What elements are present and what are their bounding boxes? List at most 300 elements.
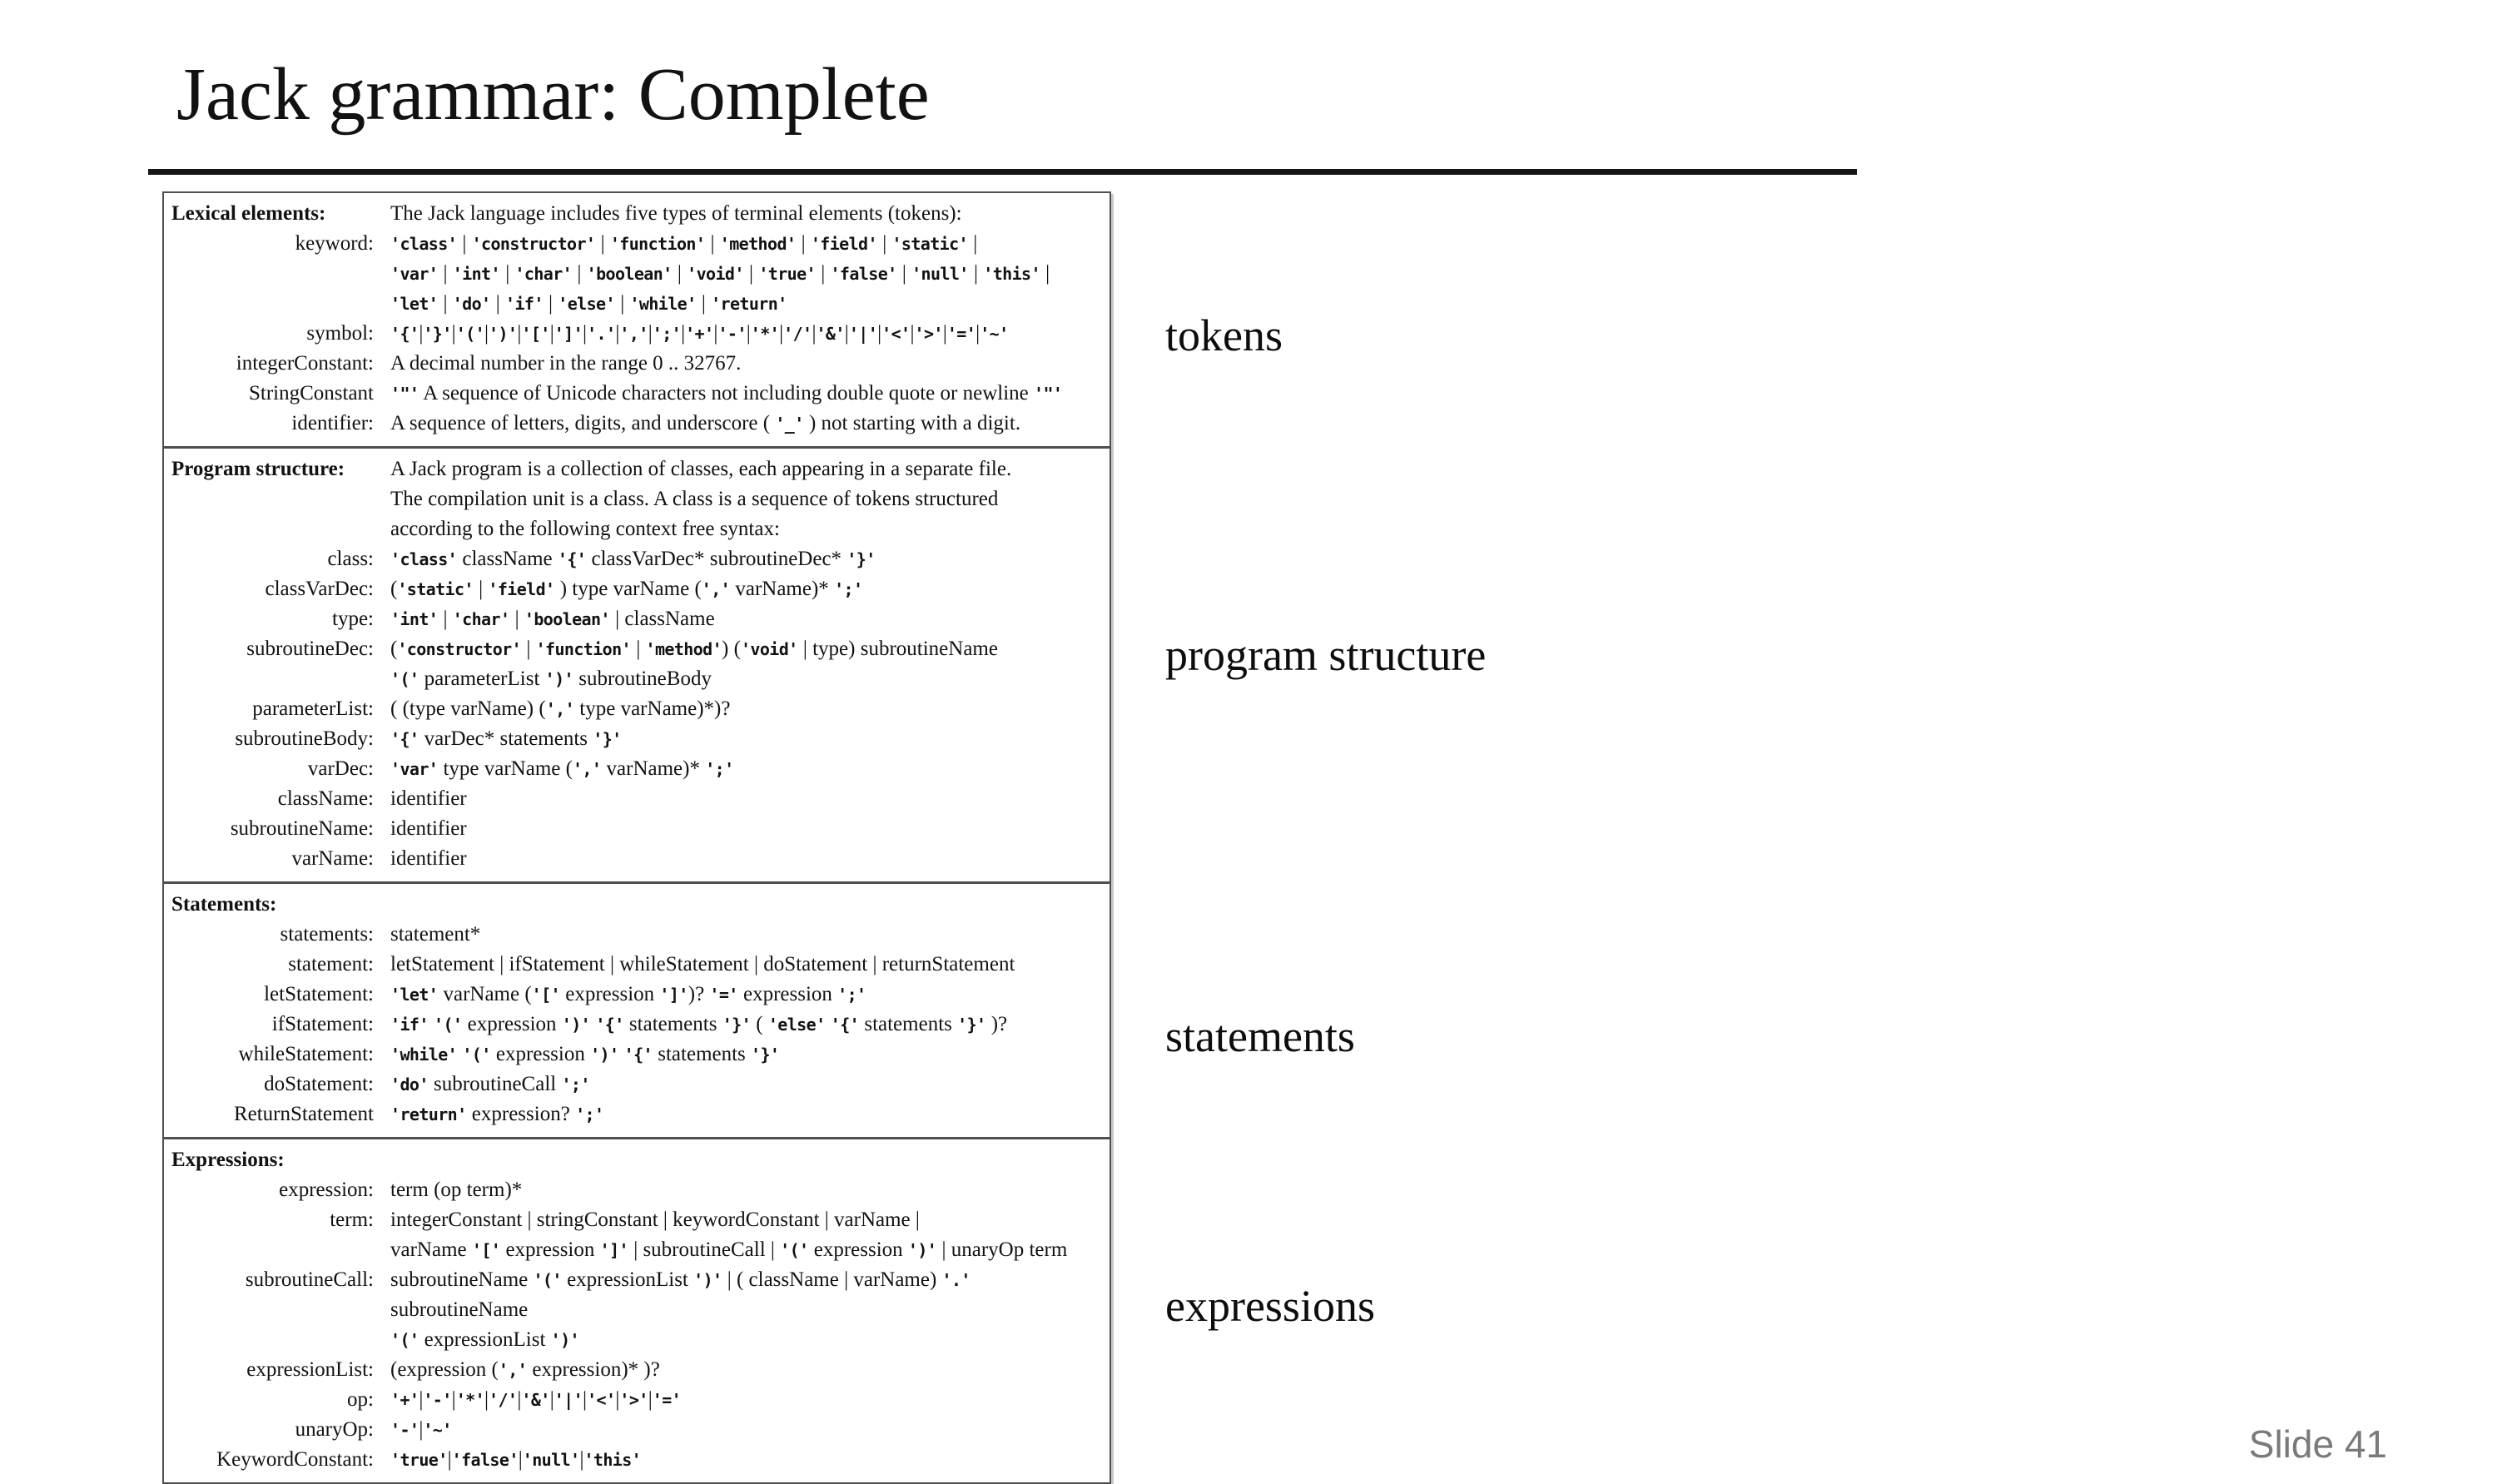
terminal-token: 'constructor' [471,234,596,254]
rule-definition [390,1265,1110,1355]
rule-definition [390,1355,1110,1385]
terminal-token: 'this' [983,264,1040,284]
definition-line [390,920,1106,950]
terminal-token: '(' [390,669,419,689]
rule-definition [390,544,1110,574]
grammar-text: | [572,262,587,285]
grammar-text: | [877,322,882,345]
section-note [390,199,1110,229]
grammar-text: | subroutineCall | [628,1238,781,1261]
definition-line [390,950,1106,980]
rule-definition [390,379,1110,409]
grammar-text: subroutineCall [428,1073,562,1095]
grammar-rule-row [164,1355,1110,1385]
terminal-token: '"' [1034,384,1063,404]
definition-line [390,784,1106,814]
rule-definition [390,634,1110,694]
grammar-text: | [543,292,558,315]
grammar-text: expression [737,983,838,1005]
terminal-token: 'method' [719,234,797,254]
grammar-table [162,191,1111,1484]
terminal-token: 'var' [390,264,439,284]
grammar-rule-row [164,754,1110,784]
terminal-token: '(' [390,1330,419,1350]
grammar-text: | [549,322,554,345]
terminal-token: '>' [619,1390,648,1410]
section-header: Program structure: [171,458,345,480]
rule-definition [390,1099,1110,1129]
rule-label: identifier: [291,412,374,434]
grammar-text: expression [462,1013,562,1035]
rule-label: statements: [280,923,374,945]
terminal-token: 'method' [645,639,722,659]
terminal-token: 'else' [558,294,615,314]
definition-line [390,724,1106,754]
rule-label: term: [330,1209,374,1231]
terminal-token: 'boolean' [524,609,610,629]
grammar-text: | [812,322,817,345]
terminal-token: '}' [423,324,452,344]
rule-definition [390,1205,1110,1265]
rule-definition [390,1445,1110,1475]
grammar-text: )? [688,983,710,1005]
rule-label: statement: [288,953,374,975]
terminal-token: 'function' [535,639,631,659]
grammar-text: | [779,322,784,345]
grammar-text: | [615,322,620,345]
rule-definition [390,604,1110,634]
terminal-token: '_' [775,414,804,434]
grammar-text: )? [985,1013,1008,1035]
grammar-text: ) type varName ( [554,578,702,600]
terminal-token: '{' [390,729,419,749]
grammar-rule-row [164,694,1110,724]
grammar-rule-row [164,920,1110,950]
terminal-token: '&' [521,1390,550,1410]
grammar-text: | [473,578,489,600]
rule-definition [390,844,1110,874]
definition-line [390,694,1106,724]
terminal-token: '-' [717,324,747,344]
terminal-token: 'null' [911,264,969,284]
terminal-token: 'if' [505,294,544,314]
terminal-token: '~' [980,324,1009,344]
rule-definition [390,1040,1110,1070]
terminal-token: 'int' [452,264,500,284]
terminal-token: 'return' [711,294,787,314]
rule-label: ReturnStatement [233,1103,374,1125]
grammar-text: | [517,322,522,345]
grammar-rule-row [164,1099,1110,1129]
grammar-text: integerConstant | stringConstant | keywordConstant | varName | [390,1209,920,1231]
terminal-token: 'char' [514,264,573,284]
terminal-token: ';' [575,1104,604,1124]
grammar-text: | [844,322,849,345]
rule-label: type: [332,608,374,630]
terminal-token: '+' [685,324,714,344]
terminal-token: '{' [830,1015,860,1035]
section-header: Lexical elements: [171,202,326,225]
grammar-text: ( [751,1013,768,1035]
grammar-text: | [499,262,515,285]
rule-definition [390,1070,1110,1099]
rule-definition [390,950,1110,980]
grammar-text: | [614,292,630,315]
definition-line [390,1445,1106,1475]
rule-label: integerConstant: [236,352,374,375]
terminal-token: '}' [722,1015,752,1035]
grammar-text: | type) subroutineName [797,638,998,660]
terminal-token: ',' [498,1360,528,1380]
rule-label: subroutineName: [230,817,374,840]
grammar-text: | [815,262,831,285]
terminal-token: 'int' [390,609,439,629]
rule-definition [390,920,1110,950]
grammar-rule-row [164,604,1110,634]
terminal-token: ')' [544,669,573,689]
grammar-text: expressionList [561,1268,694,1291]
terminal-token: 'constructor' [397,639,522,659]
side-label-tokens: tokens [1165,310,1283,360]
definition-line [390,1040,1106,1070]
terminal-token: '[' [521,324,550,344]
grammar-text: subroutineName [390,1268,534,1291]
rule-label: subroutineBody: [235,727,374,750]
note-line: The Jack language includes five types of terminal elements (tokens): [390,202,962,225]
terminal-token: ')' [561,1015,591,1035]
terminal-token: 'else' [767,1015,826,1035]
terminal-token: ')' [907,1240,937,1260]
grammar-text: | [595,232,610,255]
terminal-token: '{' [623,1045,653,1065]
rule-label: op: [347,1388,374,1411]
side-label-expressions: expressions [1165,1281,1375,1331]
terminal-token: 'if' [390,1015,429,1035]
rule-label: StringConstant [248,382,374,405]
grammar-text: varDec* statements [419,727,593,750]
terminal-token: '(' [780,1240,809,1260]
rule-label: doStatement: [264,1073,374,1095]
grammar-text: | [518,1448,523,1471]
note-line: A Jack program is a collection of classes, each appearing in a separate file. [390,458,1012,480]
note-line: according to the following context free syntax: [390,518,780,540]
terminal-token: '>' [914,324,943,344]
definition-line [390,229,1106,259]
grammar-text: varName ( [438,983,532,1005]
rule-definition [390,1415,1110,1445]
terminal-token: ',' [619,324,648,344]
side-label-program-structure: program structure [1165,630,1487,680]
grammar-rule-row [164,1385,1110,1415]
terminal-token: 'boolean' [586,264,673,284]
grammar-text: | [438,608,453,630]
terminal-token: '(' [434,1015,463,1035]
terminal-token: ';' [837,985,866,1005]
terminal-token: '(' [455,324,485,344]
section-header: Expressions: [171,1149,285,1171]
grammar-text: | [876,232,892,255]
rule-definition [390,1010,1110,1040]
terminal-token: '[' [531,985,560,1005]
rule-definition [390,814,1110,844]
definition-line [390,1265,1106,1325]
rule-definition [390,754,1110,784]
terminal-token: '{' [390,324,419,344]
grammar-section [164,1137,1110,1482]
terminal-token: '[' [471,1240,501,1260]
grammar-text: parameterList [419,668,545,690]
terminal-token: ')' [550,1330,579,1350]
grammar-text: | [743,262,759,285]
terminal-token: '=' [946,324,976,344]
grammar-text: | [615,1388,620,1411]
terminal-token: '-' [390,1420,419,1440]
grammar-text: identifier [390,847,467,870]
terminal-token: ',' [545,699,575,719]
terminal-token: 'static' [891,234,968,254]
grammar-text: | [419,322,424,345]
grammar-text: | [517,1388,522,1411]
terminal-token: 'return' [390,1104,467,1124]
grammar-text: | [509,608,524,630]
grammar-text: className [457,548,558,570]
terminal-token: 'field' [488,579,555,599]
rule-label: unaryOp: [295,1418,374,1441]
grammar-text: expression [808,1238,908,1261]
title-underline [148,169,1857,175]
grammar-text: | [696,292,712,315]
grammar-text: (expression ( [390,1358,499,1381]
grammar-text: | [896,262,912,285]
grammar-text: | [648,322,653,345]
grammar-text: identifier [390,817,467,840]
definition-line [390,289,1106,319]
grammar-text: | [419,1388,424,1411]
grammar-rule-row [164,1415,1110,1445]
terminal-token: ']' [554,324,583,344]
terminal-token: ';' [834,579,863,599]
terminal-token: '"' [390,384,419,404]
definition-line [390,409,1106,439]
definition-line [390,844,1106,874]
terminal-token: 'void' [740,639,798,659]
grammar-text: | [746,322,751,345]
grammar-text: | [583,322,588,345]
rule-definition [390,784,1110,814]
rule-label: varDec: [307,757,374,780]
rule-definition [390,1175,1110,1205]
rule-definition [390,1385,1110,1415]
definition-line [390,544,1106,574]
rule-label: classVarDec: [265,578,374,600]
grammar-text: varName)* [730,578,835,600]
grammar-text: letStatement | ifStatement | whileStatement | doStatement | returnStatement [390,953,1015,975]
rule-label: subroutineDec: [246,638,374,660]
terminal-token: '&' [816,324,845,344]
rule-label: parameterList: [252,697,374,720]
terminal-token: 'while' [629,294,697,314]
grammar-text: | [1040,262,1050,285]
grammar-text: | [549,1388,554,1411]
slide-number: Slide 41 [2248,1422,2387,1466]
grammar-rule-row [164,574,1110,604]
grammar-text: type varName ( [438,757,573,780]
grammar-text: | [942,322,947,345]
grammar-text: | [672,262,688,285]
grammar-text: | [681,322,686,345]
grammar-text: subroutineName [390,1298,529,1321]
terminal-token: '}' [751,1045,780,1065]
definition-line [390,349,1106,379]
grammar-rule-row [164,1070,1110,1099]
definition-line [390,604,1106,634]
grammar-text: | [438,262,453,285]
rule-label: className: [277,787,374,810]
grammar-text: | [579,1448,584,1471]
terminal-token: '=' [652,1390,682,1410]
grammar-section [164,881,1110,1137]
grammar-rule-row [164,1265,1110,1355]
grammar-text: A sequence of Unicode characters not including double quote or newline [419,382,1034,405]
terminal-token: ')' [693,1270,722,1290]
terminal-token: 'class' [390,234,458,254]
terminal-token: '(' [462,1045,491,1065]
definition-line [390,574,1106,604]
rule-label: expressionList: [246,1358,374,1381]
terminal-token: '<' [881,324,911,344]
terminal-token: 'null' [522,1450,580,1470]
grammar-text: statements [623,1013,722,1035]
grammar-text: | [968,262,984,285]
grammar-text: | [419,1418,424,1441]
rule-label: subroutineCall: [245,1268,374,1291]
terminal-token: '(' [533,1270,562,1290]
terminal-token: 'this' [583,1450,642,1470]
rule-label: expression: [279,1179,374,1201]
grammar-text: expression [490,1043,591,1065]
grammar-text: ) not starting with a digit. [803,412,1021,434]
terminal-token: ';' [652,324,682,344]
grammar-rule-row [164,379,1110,409]
grammar-text: | [713,322,718,345]
grammar-rule-row [164,950,1110,980]
grammar-text: ( [390,638,398,660]
rule-label: symbol: [306,322,374,345]
terminal-token: 'do' [452,294,491,314]
grammar-text: | [490,292,506,315]
terminal-token: 'function' [609,234,706,254]
grammar-text: | [910,322,915,345]
rule-definition [390,694,1110,724]
rule-definition [390,409,1110,439]
rule-label: whileStatement: [238,1043,374,1065]
grammar-text: ) ( [722,638,741,660]
definition-line [390,814,1106,844]
rule-definition [390,229,1110,319]
grammar-text: expression [500,1238,600,1261]
grammar-text: | className [609,608,715,630]
grammar-text: varName)* [601,757,706,780]
grammar-rule-row [164,784,1110,814]
grammar-rule-row [164,1205,1110,1265]
terminal-token: '|' [848,324,878,344]
terminal-token: ')' [489,324,518,344]
rule-definition [390,349,1110,379]
definition-line [390,1175,1106,1205]
grammar-text: varName [390,1238,472,1261]
rule-label: class: [327,548,374,570]
section-header-row [164,454,1110,544]
grammar-rule-row [164,544,1110,574]
terminal-token: '+' [390,1390,419,1410]
rule-definition [390,724,1110,754]
grammar-text: identifier [390,787,467,810]
terminal-token: 'class' [390,549,458,569]
rule-definition [390,980,1110,1010]
grammar-text: | [451,1388,456,1411]
grammar-rule-row [164,634,1110,694]
grammar-rule-row [164,409,1110,439]
grammar-text: | [796,232,811,255]
terminal-token: ']' [659,985,688,1005]
grammar-section [164,193,1110,446]
grammar-text: classVarDec* subroutineDec* [586,548,847,570]
terminal-token: ')' [590,1045,619,1065]
grammar-rule-row [164,724,1110,754]
grammar-text: statement* [390,923,481,945]
terminal-token: '~' [423,1420,452,1440]
terminal-token: '*' [455,1390,485,1410]
grammar-text: | [583,1388,588,1411]
grammar-text: A sequence of letters, digits, and underscore ( [390,412,776,434]
terminal-token: 'char' [452,609,510,629]
terminal-token: '<' [587,1390,616,1410]
grammar-text: | [484,322,489,345]
terminal-token: '}' [846,549,876,569]
grammar-text: | [967,232,978,255]
grammar-text: ( (type varName) ( [390,697,546,720]
definition-line [390,1385,1106,1415]
definition-line [390,1010,1106,1040]
terminal-token: '/' [783,324,812,344]
definition-line [390,980,1106,1010]
grammar-section [164,446,1110,881]
grammar-text: ( [390,578,398,600]
definition-line [390,1355,1106,1385]
rule-definition [390,574,1110,604]
grammar-text: | [705,232,720,255]
grammar-rule-row [164,1040,1110,1070]
definition-line [390,379,1106,409]
terminal-token: 'do' [390,1075,429,1094]
side-label-statements: statements [1165,1011,1355,1061]
grammar-rule-row [164,349,1110,379]
terminal-token: ',' [572,759,602,779]
grammar-text: | [521,638,536,660]
terminal-token: 'void' [687,264,744,284]
terminal-token: 'true' [390,1450,448,1470]
slide-title: Jack grammar: Complete [176,53,930,136]
definition-line [390,1415,1106,1445]
section-note [390,454,1110,544]
grammar-text: statements [859,1013,958,1035]
grammar-text: type varName)*)? [574,697,731,720]
terminal-token: 'false' [451,1450,519,1470]
definition-line [390,634,1106,664]
section-header-row [164,1145,1110,1175]
terminal-token: '=' [709,985,738,1005]
grammar-rule-row [164,1445,1110,1475]
